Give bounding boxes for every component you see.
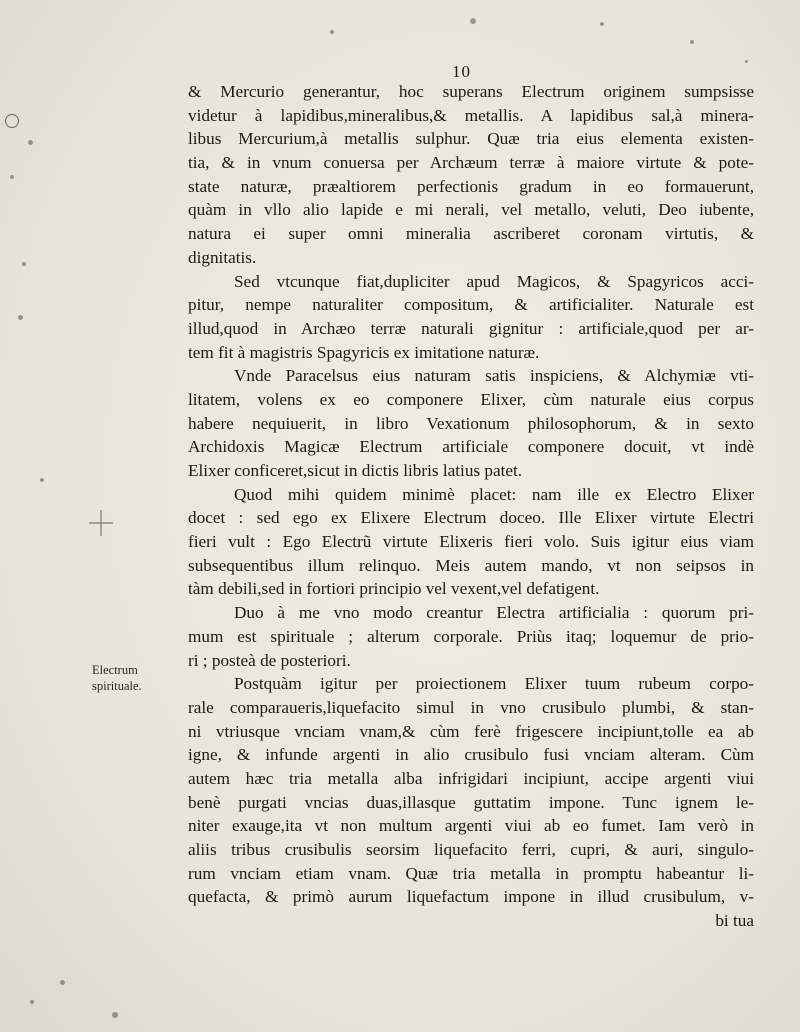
text-line: state naturæ, præaltiorem perfectionis gradum in eo formauerunt, — [188, 176, 754, 196]
text-line: benè purgati vncias duas,illasque guttatim impone. Tunc ignem le- — [188, 792, 754, 812]
ink-speck — [60, 980, 65, 985]
text-line: ri ; posteà de posteriori. — [188, 650, 351, 670]
text-line: & Mercurio generantur, hoc superans Electrum originem sumpsisse — [188, 82, 754, 101]
ink-speck — [18, 315, 23, 320]
text-line: libus Mercurium,à metallis sulphur. Quæ tria eius elementa existen- — [188, 129, 754, 149]
ink-speck — [112, 1012, 118, 1018]
text-line: aliis tribus crusibulis seorsim liquefacito ferri, cupri, & auri, singulo- — [188, 840, 754, 859]
text-line: videtur à lapidibus,mineralibus,& metallis. A lapidibus sal,à minera- — [188, 105, 754, 125]
text-line: rum vnciam etiam vnam. Quæ tria metalla in promptu habeantur li- — [188, 863, 754, 883]
ink-speck — [22, 262, 26, 266]
text-line: mum est spirituale ; alterum corporale. Priùs itaq; loquemur de prio- — [188, 626, 754, 646]
margin-note-electrum: Electrum — [92, 663, 138, 677]
text-line: Vnde Paracelsus eius naturam satis inspiciens, & Alchymiæ vti- — [234, 366, 754, 386]
ink-speck — [690, 40, 694, 44]
text-line: Quod mihi quidem minimè placet: nam ille ex Electro Elixer — [234, 484, 754, 504]
ink-speck — [330, 30, 334, 34]
text-line: Duo à me vno modo creantur Electra artificialia : quorum pri- — [234, 603, 754, 623]
cross-mark-icon — [86, 508, 116, 538]
text-line: niter exauge,ita vt non multum argenti viui ab eo fumet. Iam verò in — [188, 816, 754, 836]
text-line: tem fit à magistris Spagyricis ex imitatione naturæ. — [188, 342, 540, 362]
text-line: litatem, volens ex eo componere Elixer, cùm naturale eius corpus — [188, 389, 754, 409]
margin-note-spirituale: spirituale. — [92, 679, 142, 693]
ink-speck — [10, 175, 14, 179]
body-text — [188, 80, 754, 933]
ink-speck — [745, 60, 748, 63]
text-line: fieri vult : Ego Electrũ virtute Elixeris fieri volo. Suis igitur eius viam — [188, 532, 754, 552]
text-line: ni vtriusque vnciam vnam,& cùm ferè frigescere incipiunt,tolle ea ab — [188, 721, 754, 741]
text-line: docet : sed ego ex Elixere Electrum doceo. Ille Elixer virtute Electri — [188, 508, 754, 528]
text-line: tàm debili,sed in fortiori principio vel vexent,vel defatigent. — [188, 579, 600, 599]
ink-speck — [40, 478, 44, 482]
text-line: Sed vtcunque fiat,dupliciter apud Magicos, & Spagyricos acci- — [234, 271, 754, 291]
text-line: igne, & infunde argenti in alio crusibulo fusi vnciam alteram. Cùm — [188, 745, 754, 765]
ink-speck — [470, 18, 476, 24]
text-line: subsequentibus illum relinquo. Meis autem mando, vt non seipsos in — [188, 555, 754, 575]
text-line: tia, & in vnum conuersa per Archæum terræ à maiore virtute & pote- — [188, 153, 754, 173]
edge-ring-mark — [5, 114, 19, 128]
text-line: quefacta, & primò aurum liquefactum impone in illud crusibulum, v- — [188, 887, 754, 907]
text-line: Postquàm igitur per proiectionem Elixer tuum rubeum corpo- — [234, 674, 754, 694]
text-line: quàm in vllo alio lapide e mi nerali, vel metallo, veluti, Deo iubente, — [188, 200, 754, 220]
text-line: Elixer conficeret,sicut in dictis libris latius patet. — [188, 461, 523, 480]
text-line: illud,quod in Archæo terræ naturali gignitur : artificiale,quod per ar- — [188, 318, 754, 338]
page-number: 10 — [452, 62, 471, 81]
text-line: pitur, nempe naturaliter compositum, & artificialiter. Naturale est — [188, 295, 754, 315]
ink-speck — [30, 1000, 34, 1004]
ink-speck — [28, 140, 33, 145]
ink-speck — [600, 22, 604, 26]
text-line: habere nequiuerit, in libro Vexationum philosophorum, & in sexto — [188, 413, 754, 433]
text-line: natura ei super omni mineralia ascriberet coronam virtutis, & — [188, 224, 754, 244]
text-line: dignitatis. — [188, 247, 257, 267]
text-line: bi tua — [715, 911, 754, 931]
text-line: rale comparaueris,liquefacito simul in vno crusibulo plumbi, & stan- — [188, 697, 754, 717]
text-line: autem hæc tria metalla alba infrigidari incipiunt, accipe argenti viui — [188, 768, 754, 788]
text-line: Archidoxis Magicæ Electrum artificiale componere docuit, vt indè — [188, 437, 754, 457]
